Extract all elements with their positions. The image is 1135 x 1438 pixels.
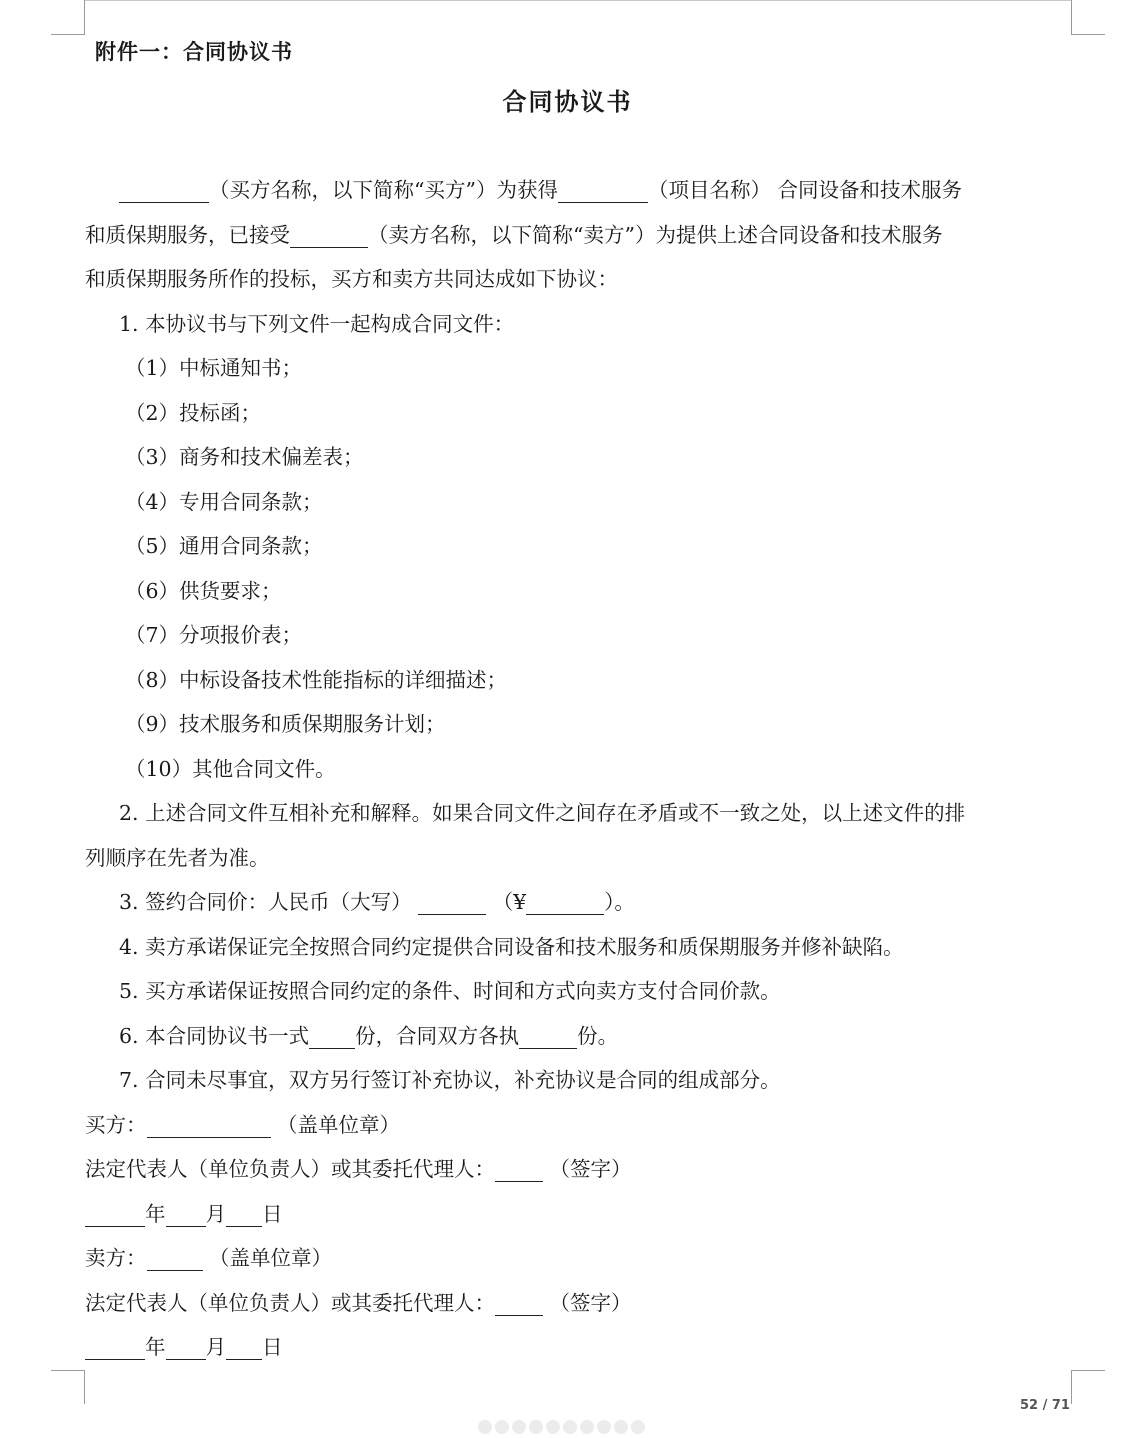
page-number: 52 / 71: [1020, 1398, 1070, 1413]
clause-5: 5. 买方承诺保证按照合同约定的条件、时间和方式向卖方支付合同价款。: [119, 979, 781, 1003]
seller-year-blank[interactable]: [85, 1337, 145, 1360]
seller-name-blank[interactable]: [290, 225, 368, 248]
buyer-rep-blank[interactable]: [495, 1159, 543, 1182]
buyer-date-line: 年 月 日: [85, 1192, 1075, 1237]
crop-mark-bottom-right-v: [1071, 1370, 1072, 1404]
doc-item-4: （4）专用合同条款；: [125, 489, 323, 514]
crop-mark-top-right-v: [1071, 0, 1072, 35]
seller-rep-line: 法定代表人（单位负责人）或其委托代理人： （签字）: [85, 1290, 632, 1315]
clause-2-line-2: 列顺序在先者为准。: [85, 845, 270, 870]
buyer-seal-blank[interactable]: [147, 1115, 271, 1138]
seller-signature-line: 卖方： （盖单位章）: [85, 1246, 333, 1270]
buyer-signature-line: 买方： （盖单位章）: [85, 1112, 401, 1137]
doc-item-9: （9）技术服务和质保期服务计划；: [125, 712, 446, 736]
clause-4: 4. 卖方承诺保证完全按照合同约定提供合同设备和技术服务和质保期服务并修补缺陷。: [119, 934, 904, 959]
doc-item-10: （10）其他合同文件。: [125, 756, 336, 781]
doc-item-8: （8）中标设备技术性能指标的详细描述；: [125, 667, 508, 692]
crop-mark-top-left: [51, 34, 85, 35]
copies-total-blank[interactable]: [309, 1026, 355, 1049]
intro-line-1: （买方名称，以下简称“买方”）为获得 （项目名称） 合同设备和技术服务: [85, 168, 1075, 213]
document-title: 合同协议书: [502, 87, 633, 116]
buyer-rep-line: 法定代表人（单位负责人）或其委托代理人： （签字）: [85, 1157, 632, 1181]
seller-rep-blank[interactable]: [495, 1293, 543, 1316]
seller-day-blank[interactable]: [226, 1337, 262, 1360]
crop-mark-bottom-right: [1071, 1370, 1105, 1371]
doc-item-5: （5）通用合同条款；: [125, 534, 323, 558]
document-body: [85, 168, 1075, 1370]
crop-mark-top-right: [1071, 34, 1105, 35]
seller-seal-blank[interactable]: [147, 1248, 203, 1271]
copies-each-blank[interactable]: [519, 1026, 577, 1049]
page-top-edge: [84, 0, 1072, 1]
project-name-blank[interactable]: [558, 180, 648, 203]
clause-1: 1. 本协议书与下列文件一起构成合同文件：: [119, 311, 515, 336]
clause-7: 7. 合同未尽事宜，双方另行签订补充协议，补充协议是合同的组成部分。: [119, 1068, 781, 1092]
crop-mark-bottom-left: [51, 1370, 85, 1371]
doc-item-1: （1）中标通知书；: [125, 356, 303, 380]
page-scroll-dots[interactable]: [478, 1419, 648, 1438]
doc-item-2: （2）投标函；: [125, 400, 262, 425]
clause-6: 6. 本合同协议书一式 份，合同双方各执 份。: [119, 1023, 619, 1048]
buyer-day-blank[interactable]: [226, 1204, 262, 1227]
crop-mark-top-left-v: [84, 0, 85, 35]
doc-item-6: （6）供货要求；: [125, 578, 282, 603]
intro-line-2: 和质保期服务，已接受 （卖方名称，以下简称“卖方”）为提供上述合同设备和技术服务: [85, 222, 943, 247]
clause-3: 3. 签约合同价：人民币（大写） （¥ ）。: [119, 890, 635, 914]
doc-item-3: （3）商务和技术偏差表；: [125, 445, 364, 469]
attachment-heading: 附件一：合同协议书: [95, 39, 293, 64]
buyer-year-blank[interactable]: [85, 1204, 145, 1227]
price-number-blank[interactable]: [526, 892, 604, 915]
price-words-blank[interactable]: [418, 892, 486, 915]
intro-line-3: 和质保期服务所作的投标，买方和卖方共同达成如下协议：: [85, 267, 618, 291]
crop-mark-bottom-left-v: [84, 1370, 85, 1404]
buyer-name-blank[interactable]: [119, 180, 209, 203]
doc-item-7: （7）分项报价表；: [125, 623, 303, 647]
seller-month-blank[interactable]: [166, 1337, 206, 1360]
clause-2-line-1: 2. 上述合同文件互相补充和解释。如果合同文件之间存在矛盾或不一致之处，以上述文件的排: [119, 801, 966, 825]
seller-date-line: 年 月 日: [85, 1325, 1075, 1370]
buyer-month-blank[interactable]: [166, 1204, 206, 1227]
